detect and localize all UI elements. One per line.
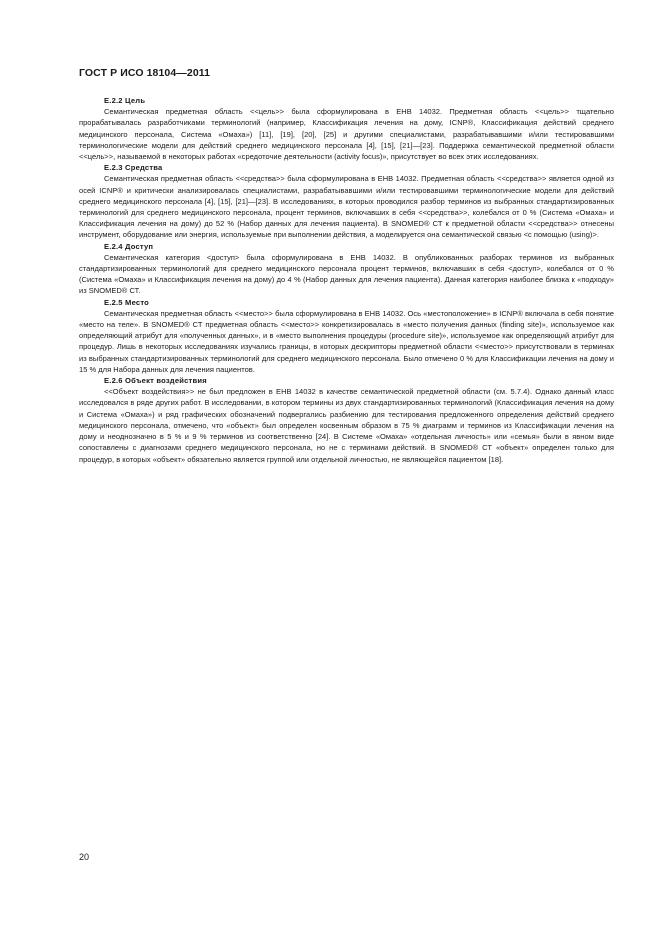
- page-number: 20: [79, 852, 90, 862]
- document-body: [79, 95, 614, 465]
- section-title: Е.2.2 Цель: [104, 96, 146, 105]
- section-paragraph: Семантическая категория <доступ> была сформулирована в ЕНВ 14032. В опубликованных разборах терминов из выбранных стандартизированных терминологий для среднего медицинского персонала процент терминов, включавших в себя <доступ>, колебался от 0 % (Система «Омаха» и Классификация лечения на дому) до 4 % (Набор данных для лечения пациента). Данная категория наиболее близка к «подходу» из SNOMED® СТ.: [79, 252, 614, 296]
- section-place: [79, 297, 614, 375]
- section-paragraph: Семантическая предметная область <<цель>> была сформулирована в ЕНВ 14032. Предметная область <<цель>> тщательно прорабатывалась разработчиками терминологий (например, Классификация лечения на дому, ICNP®, Классификация действий среднего медицинского персонала, Система «Омаха») [11], [19], [20], [25] и другими специалистами, разрабатывавшими и/или тестировавшими терминологические модели для действий среднего медицинского персонала [4], [15], [21]—[23]. Поддержка семантической предметной области <<цель>>, называемой в некоторых работах «средоточие деятельности (activity focus)», присутствует во всех этих исследованиях.: [79, 107, 614, 162]
- section-paragraph: Семантическая предметная область <<средства>> была сформулирована в ЕНВ 14032. Предметная область <<средства>> является одной из осей ICNP® и критически анализировалась специалистами, разрабатывавшими и/или тестировавшими терминологические модели для действий среднего медицинского персонала [4], [15], [21]—[23]. В исследованиях, в которых проводился разбор терминов из выбранных стандартизированных терминологий для среднего медицинского персонала, процент терминов, включавших в себя <<средства>>, колебался от 0 % (Система «Омаха» и Классификация лечения на дому) до 52 % (Набор данных для лечения пациента). В SNOMED® СТ к предметной области <<средства>> отнесены инструмент, оборудование или энергия, используемые при выполнении действия, а моделируется она семантической связью <с помощью (using)>.: [79, 174, 614, 240]
- section-paragraph: <<Объект воздействия>> не был предложен в ЕНВ 14032 в качестве семантической предметной области (см. 5.7.4). Однако данный класс исследовался в ряде других работ. В исследовании, в котором термины из двух стандартизированных терминологий (Классификация лечения на дому и Система «Омаха») и ряд графических обозначений подвергались разбиению для тестирования предложенного определения действий среднего медицинского персонала, отмечено, что «объект» был определен косвенным образом в 75 % диаграмм и терминов из Классификации лечения на дому и неоднозначно в 5 % и 9 % терминов из соответственно [24]. В Системе «Омаха» «отдельная личность» или «семья» были в явном виде сопоставлены с диагнозами среднего медицинского персонала, но не с терминами действий. В SNOMED® СТ «объект» определен только для процедур, в которых «объект» обязательно является группой или отдельной личностью, не являющейся пациентом [18].: [79, 387, 614, 464]
- document-header: ГОСТ Р ИСО 18104—2011: [79, 67, 211, 79]
- section-title: Е.2.6 Объект воздействия: [104, 376, 207, 386]
- section-title: Е.2.4 Доступ: [104, 241, 154, 251]
- section-access: [79, 241, 614, 297]
- section-goal: [79, 95, 614, 162]
- section-title: Е.2.5 Место: [104, 297, 149, 307]
- section-paragraph: Семантическая предметная область <<место>> была сформулирована в ЕНВ 14032. Ось «местоположение» в ICNP® включала в себя понятие «место на теле». В SNOMED® СТ предметная область <<место>> конкретизировалась в «место получения данных (finding site)», используемое как определяющий атрибут для «полученных данных», и в «место выполнения процедуры (procedure site)», используемое как определяющий атрибут для процедур. Лишь в некоторых исследованиях изучались границы, в которых дескрипторы предметной области <<место>> присутствовали в терминах из выбранных стандартизированных терминологий для среднего медицинского персонала. Было отмечено 0 % для Классификации лечения на дому и 15 % для Набора данных для лечения пациентов.: [79, 308, 614, 374]
- section-means: [79, 162, 614, 240]
- section-object: [79, 375, 614, 465]
- section-title: Е.2.3 Средства: [104, 163, 163, 173]
